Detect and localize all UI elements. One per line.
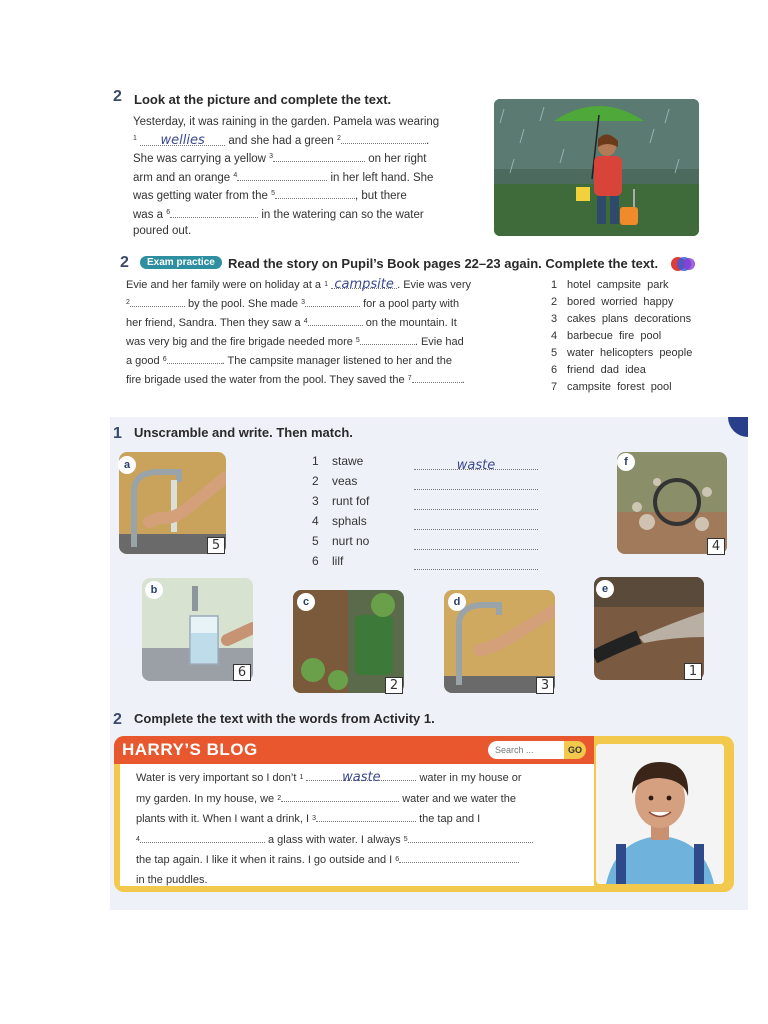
photo-letter: c <box>297 593 315 611</box>
text-line: water in my house or <box>419 772 522 784</box>
answer-blank[interactable] <box>414 536 538 550</box>
text-line: Yesterday, it was raining in the garden. Pamela was wearing <box>133 116 440 128</box>
answer-blank[interactable] <box>316 809 416 822</box>
photo-letter: b <box>145 581 163 599</box>
text-line: poured out. <box>133 225 192 237</box>
match-answer-box[interactable]: 3 <box>536 677 554 694</box>
text-line: a good <box>126 355 160 367</box>
gap-number: 1 <box>299 774 304 781</box>
gap-number: 2 <box>277 794 282 802</box>
text-line: on the mountain. It <box>365 317 457 329</box>
section-c-heading: Unscramble and write. Then match. <box>134 425 353 440</box>
answer-blank[interactable] <box>305 294 360 307</box>
match-answer-box[interactable]: 2 <box>385 677 403 694</box>
unscramble-item: 5 nurt no <box>312 534 370 548</box>
text-line: in the watering can so the water <box>261 208 424 221</box>
word-list-item: 6 friend dad idea <box>551 364 646 376</box>
gap-number: 3 <box>269 153 274 160</box>
unscramble-item: 4 sphals <box>312 514 367 528</box>
answer-blank[interactable] <box>140 133 225 146</box>
blog-title: HARRY’S BLOG <box>122 740 258 759</box>
blog-search-go-button[interactable]: GO <box>564 741 586 759</box>
unscramble-item: 2 veas <box>312 474 358 488</box>
gap-number: 6 <box>395 856 400 863</box>
section-a-text: Yesterday, it was raining in the garden. Pamela was wearing $^1$ wellies and she had a green $^2$ . She was carrying a yellow $^3$ on her right arm and an orange $^4$ in her left hand. She was getting water from the $^5$ , but there was a $^6$ in the watering can so the water poured out. <box>133 116 440 237</box>
word-list-item: 1 hotel campsite park <box>551 279 669 291</box>
gap-number: 2 <box>126 299 130 306</box>
word-list-item: 4 barbecue fire pool <box>551 330 662 342</box>
match-answer-box[interactable]: 1 <box>684 663 702 680</box>
answer-blank[interactable] <box>331 276 397 292</box>
text-line: in the puddles. <box>136 873 208 886</box>
answer-blank[interactable] <box>414 516 538 530</box>
answer-blank[interactable] <box>341 131 426 144</box>
harry-photo <box>596 744 724 884</box>
match-answer-box[interactable]: 4 <box>707 538 725 555</box>
unscramble-item: 3 runt fof <box>312 494 370 508</box>
text-line: on her right <box>368 153 427 165</box>
photo-letter: a <box>118 456 136 474</box>
answer-blank[interactable] <box>281 789 399 802</box>
photo-letter: e <box>596 580 614 598</box>
photo-letter: f <box>617 453 635 471</box>
answer-blank[interactable] <box>170 205 258 218</box>
gap-number: 4 <box>233 171 238 179</box>
answer-blank[interactable] <box>275 186 355 199</box>
gap-number: 7 <box>407 375 412 382</box>
text-line: her friend, Sandra. Then they saw a <box>126 317 301 329</box>
unscramble-item: 1 stawe <box>312 454 364 468</box>
text-line: , but there <box>354 190 407 202</box>
answer-blank[interactable] <box>412 370 462 383</box>
gap-number: 5 <box>271 190 275 197</box>
handwritten-answer: waste <box>456 458 496 473</box>
text-line: Water is very important so I don’t <box>136 772 297 784</box>
section-c-number: 1 <box>113 425 122 442</box>
text-line: fire brigade used the water from the pool. They saved the <box>126 374 405 386</box>
text-line: . Evie had <box>414 336 464 348</box>
gap-number: 5 <box>355 337 360 344</box>
word-list-item: 2 bored worried happy <box>551 296 674 308</box>
word-list-item: 7 campsite forest pool <box>551 381 672 393</box>
answer-blank[interactable] <box>308 313 363 326</box>
answer-blank[interactable] <box>360 332 415 345</box>
answer-blank[interactable] <box>408 830 533 843</box>
answer-blank[interactable] <box>130 294 185 307</box>
text-line: . The campsite manager listened to her and the <box>221 355 452 367</box>
unscramble-list <box>312 454 542 574</box>
text-line: water and we water the <box>402 792 516 805</box>
text-line: was very big and the fire brigade needed more <box>126 336 353 348</box>
word-list-item: 3 cakes plans decorations <box>551 313 692 325</box>
text-line: by the pool. She made <box>187 298 299 310</box>
text-line: . Evie was very <box>397 279 472 291</box>
answer-blank[interactable] <box>237 168 327 181</box>
handwritten-answer: campsite <box>334 277 394 292</box>
section-a-number: 2 <box>113 88 122 105</box>
rainy-garden-illustration <box>494 99 699 236</box>
word-list-item: 5 water helicopters people <box>551 347 693 359</box>
blog-search-input[interactable]: Search ... <box>488 741 564 759</box>
text-line: was getting water from the <box>133 190 268 202</box>
match-answer-box[interactable]: 6 <box>233 664 251 681</box>
gap-number: 3 <box>312 815 316 822</box>
text-line: a glass with water. I always <box>267 833 401 846</box>
section-d-heading: Complete the text with the words from Activity 1. <box>134 711 435 726</box>
gap-number: 4 <box>136 835 140 843</box>
gap-number: 6 <box>162 356 167 363</box>
answer-blank[interactable] <box>273 149 365 162</box>
unscramble-item: 6 lilf <box>312 554 344 568</box>
answer-blank[interactable] <box>306 768 416 785</box>
text-line: in her left hand. She <box>330 171 434 184</box>
colour-dots-icon <box>670 255 696 273</box>
gap-number: 4 <box>303 318 308 325</box>
answer-blank[interactable] <box>140 830 265 843</box>
handwritten-answer: waste <box>342 770 381 785</box>
section-d-number: 2 <box>113 711 122 728</box>
gap-number: 2 <box>337 134 341 142</box>
match-answer-box[interactable]: 5 <box>207 537 225 554</box>
answer-blank[interactable] <box>167 351 222 364</box>
text-line: Evie and her family were on holiday at a <box>126 279 322 291</box>
answer-blank[interactable] <box>414 496 538 510</box>
text-line: the tap and I <box>419 813 481 825</box>
text-line: She was carrying a yellow <box>133 153 266 165</box>
answer-blank[interactable] <box>414 456 538 473</box>
gap-number: 5 <box>403 835 408 843</box>
text-line: for a pool party with <box>363 298 460 310</box>
photo-letter: d <box>448 593 466 611</box>
section-d-text <box>136 768 576 890</box>
text-line: plants with it. When I want a drink, I <box>136 813 310 825</box>
answer-blank[interactable] <box>414 476 538 490</box>
section-b-heading: Read the story on Pupil’s Book pages 22–23 again. Complete the text. <box>228 256 659 271</box>
answer-blank[interactable] <box>399 850 519 863</box>
gap-number: 6 <box>166 208 171 216</box>
text-line: arm and an orange <box>133 171 231 184</box>
text-line: and she had a green <box>228 134 334 147</box>
exam-practice-badge: Exam practice <box>140 256 222 269</box>
answer-blank[interactable] <box>414 556 538 570</box>
text-line: was a <box>133 208 164 221</box>
text-line: . <box>461 374 465 386</box>
text-line: the tap again. I like it when it rains. I go outside and I <box>136 854 393 866</box>
gap-number: 1 <box>324 281 329 288</box>
section-b-text <box>126 276 526 389</box>
handwritten-answer: wellies <box>160 132 205 148</box>
section-b-number: 2 <box>120 254 129 271</box>
section-a-heading: Look at the picture and complete the text. <box>134 92 392 107</box>
text-line: my garden. In my house, we <box>136 792 275 805</box>
gap-number: 3 <box>301 299 306 306</box>
gap-number: 1 <box>133 134 137 142</box>
